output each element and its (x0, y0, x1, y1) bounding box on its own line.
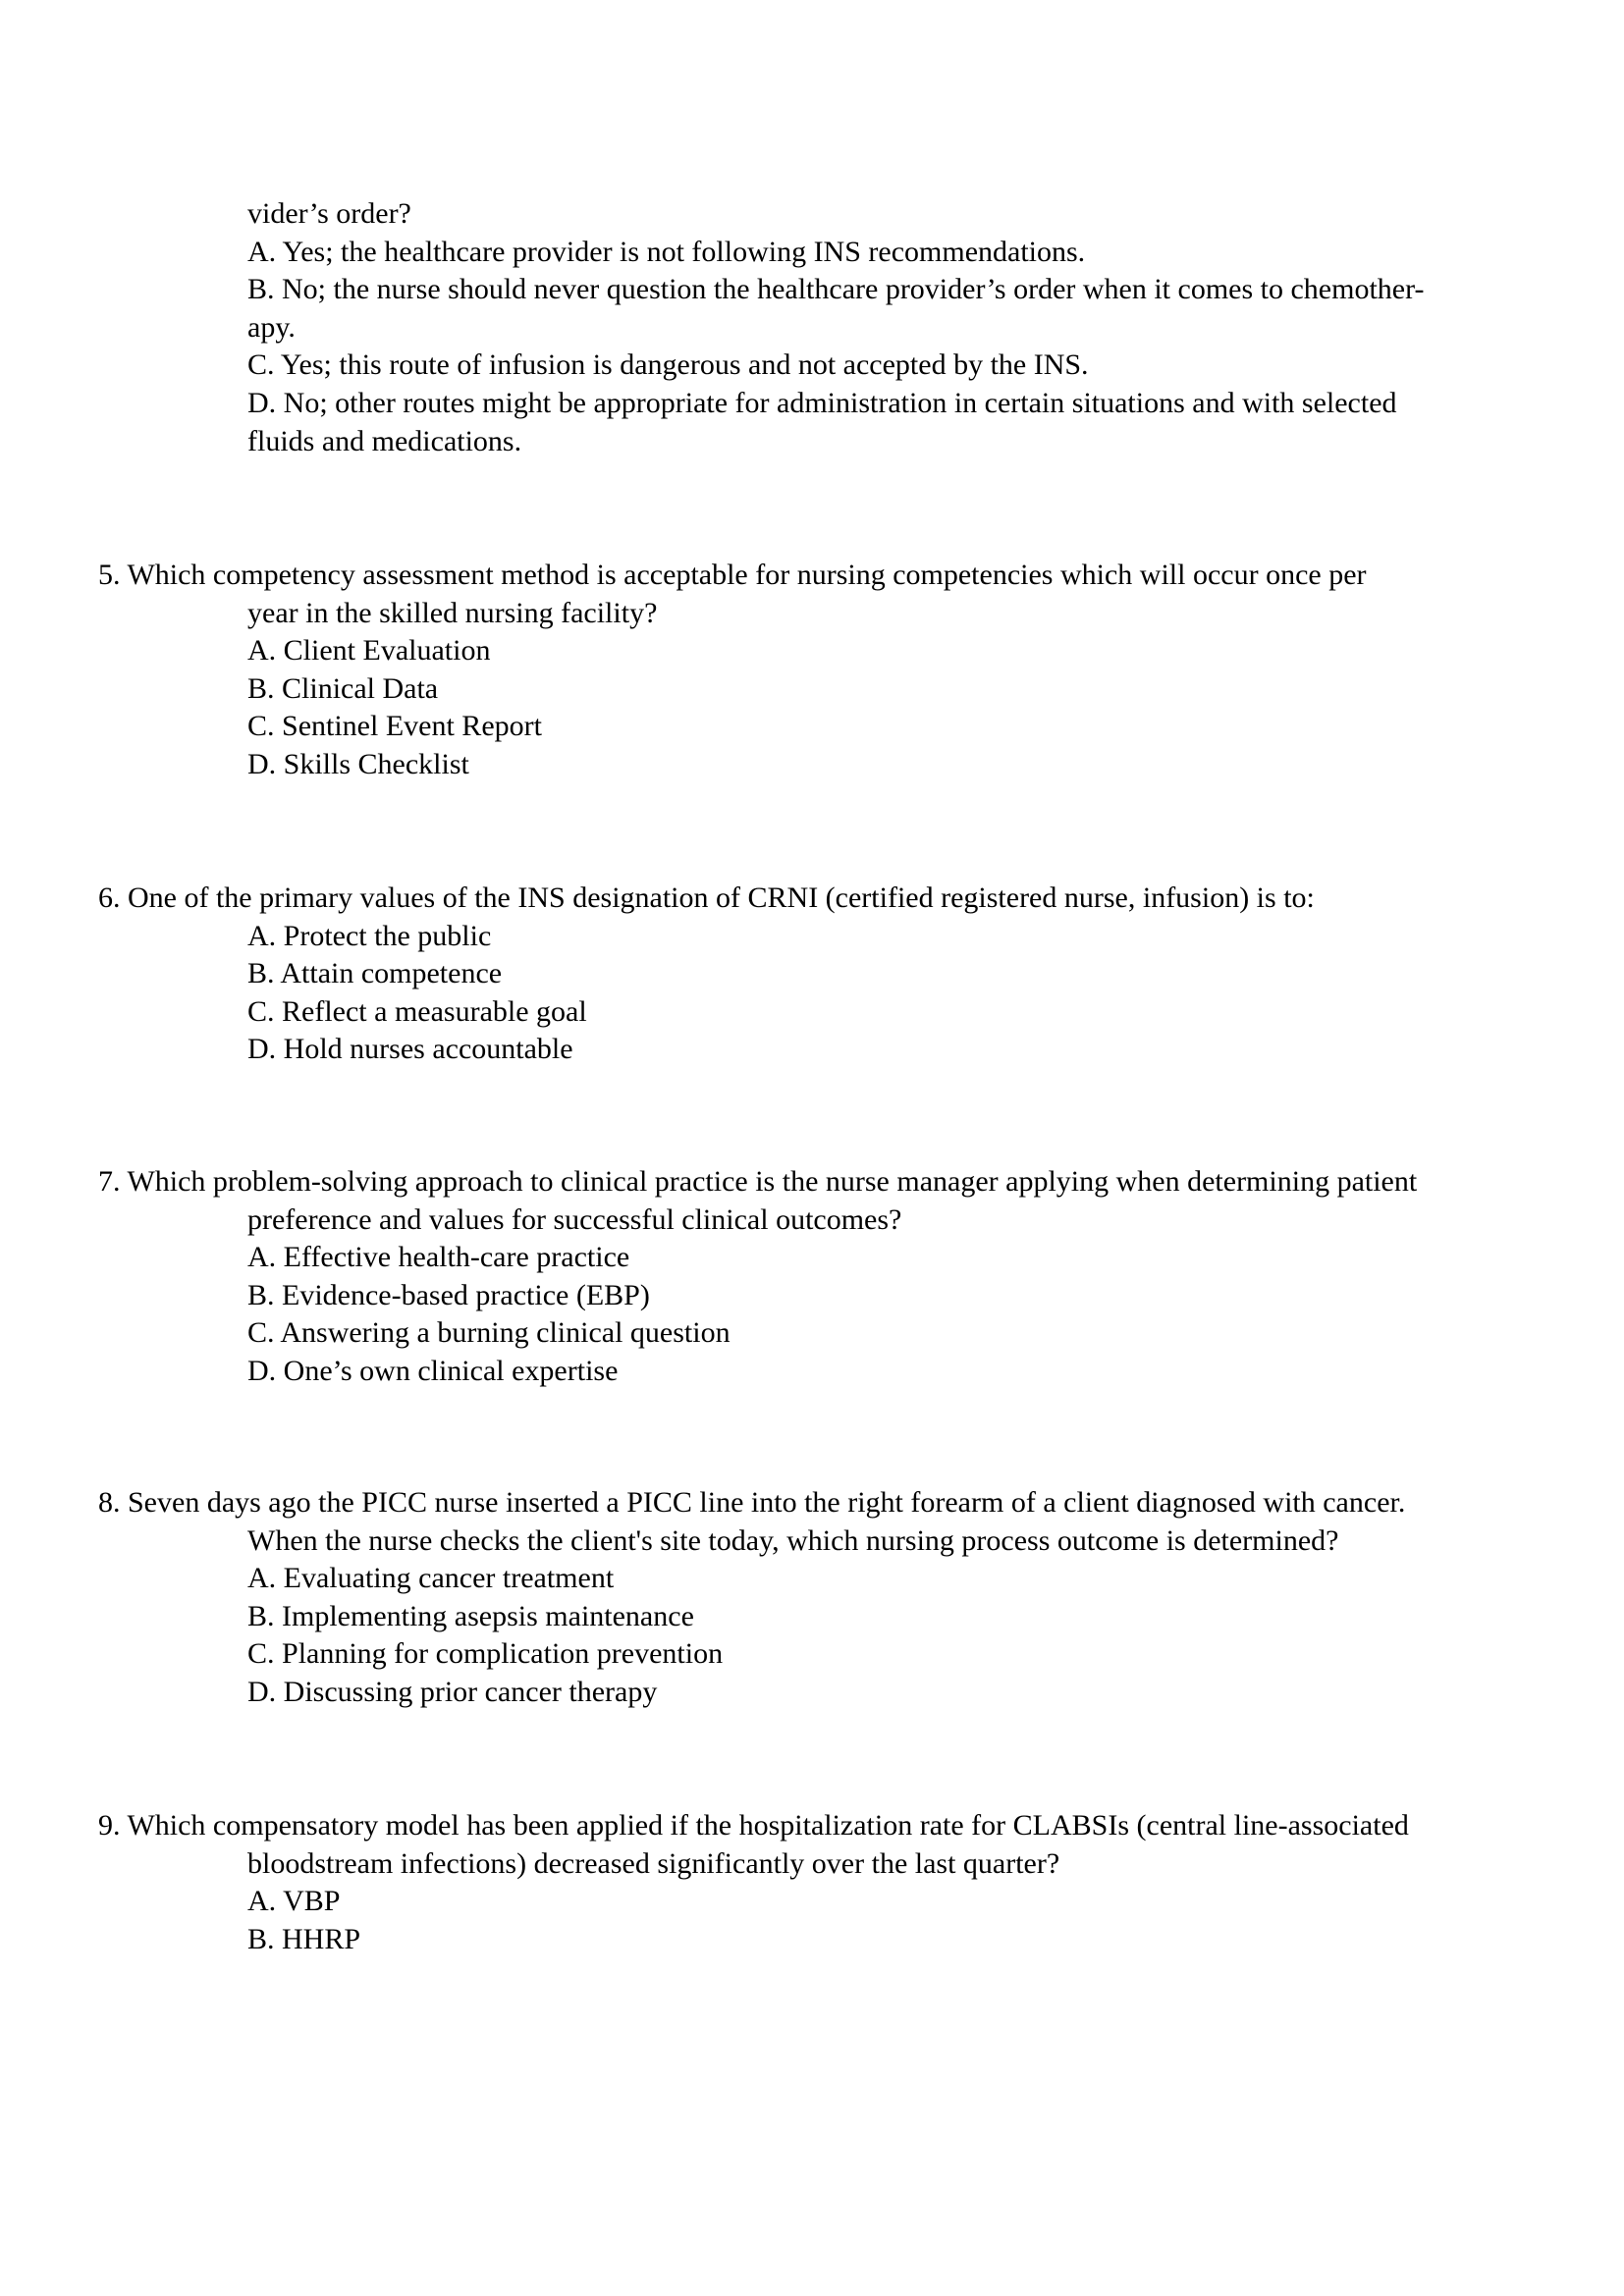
answer-option-d: fluids and medications. (247, 424, 522, 457)
answer-option-a: A. Evaluating cancer treatment (247, 1562, 615, 1595)
question-stem-text: Which problem-solving approach to clinical practice is the nurse manager applying when determining patient (127, 1165, 1418, 1198)
question-stem-text: Seven days ago the PICC nurse inserted a PICC line into the right forearm of a client diagnosed with cancer. (128, 1486, 1406, 1519)
answer-option-c: C. Yes; this route of infusion is dangerous and not accepted by the INS. (247, 348, 1089, 382)
question-stem-text: Which compensatory model has been applied if the hospitalization rate for CLABSIs (central line-associated (127, 1809, 1409, 1842)
question-stem-text: One of the primary values of the INS designation of CRNI (certified registered nurse, infusion) is to: (128, 881, 1315, 914)
answer-option-c: C. Answering a burning clinical question (247, 1316, 731, 1350)
answer-option-b: B. Attain competence (247, 957, 503, 990)
question-stem-line: vider’s order? (247, 197, 411, 230)
question-stem-line: preference and values for successful clinical outcomes? (247, 1202, 902, 1236)
answer-option-a: A. VBP (247, 1885, 341, 1918)
answer-option-a: A. Protect the public (247, 919, 492, 952)
answer-option-d: D. One’s own clinical expertise (247, 1355, 619, 1387)
answer-option-b: B. Implementing asepsis maintenance (247, 1599, 694, 1632)
question-stem-line: When the nurse checks the client's site today, which nursing process outcome is determined? (247, 1523, 1339, 1557)
question-number: 9. (98, 1809, 121, 1842)
question-stem-line (98, 557, 1367, 595)
answer-option-b: B. No; the nurse should never question the healthcare provider’s order when it comes to chemother- (247, 273, 1425, 306)
answer-option-d: D. Hold nurses accountable (247, 1033, 573, 1066)
question-stem-text: Which competency assessment method is acceptable for nursing competencies which will occur once per (127, 559, 1367, 591)
question-stem-line (98, 880, 1315, 918)
question-stem-line: bloodstream infections) decreased significantly over the last quarter? (247, 1846, 1060, 1880)
answer-option-b: B. HHRP (247, 1922, 361, 1955)
question-number: 8. (98, 1486, 121, 1519)
question-number: 6. (98, 881, 121, 914)
answer-option-c: C. Reflect a measurable goal (247, 994, 587, 1028)
answer-option-b: apy. (247, 310, 296, 344)
question-number: 5. (98, 559, 121, 591)
question-stem-line: year in the skilled nursing facility? (247, 596, 658, 629)
answer-option-d: D. No; other routes might be appropriate for administration in certain situations and with selected (247, 387, 1397, 419)
answer-option-b: B. Evidence-based practice (EBP) (247, 1278, 650, 1311)
question-stem-line (98, 1484, 1405, 1522)
answer-option-c: C. Planning for complication prevention (247, 1637, 724, 1671)
question-stem-line (98, 1163, 1417, 1201)
answer-option-b: B. Clinical Data (247, 671, 439, 705)
answer-option-d: D. Discussing prior cancer therapy (247, 1676, 658, 1708)
question-number: 7. (98, 1165, 121, 1198)
answer-option-c: C. Sentinel Event Report (247, 710, 542, 743)
answer-option-a: A. Client Evaluation (247, 634, 491, 667)
question-stem-line (98, 1807, 1409, 1845)
answer-option-d: D. Skills Checklist (247, 748, 469, 780)
answer-option-a: A. Effective health-care practice (247, 1241, 630, 1274)
answer-option-a: A. Yes; the healthcare provider is not following INS recommendations. (247, 235, 1086, 268)
